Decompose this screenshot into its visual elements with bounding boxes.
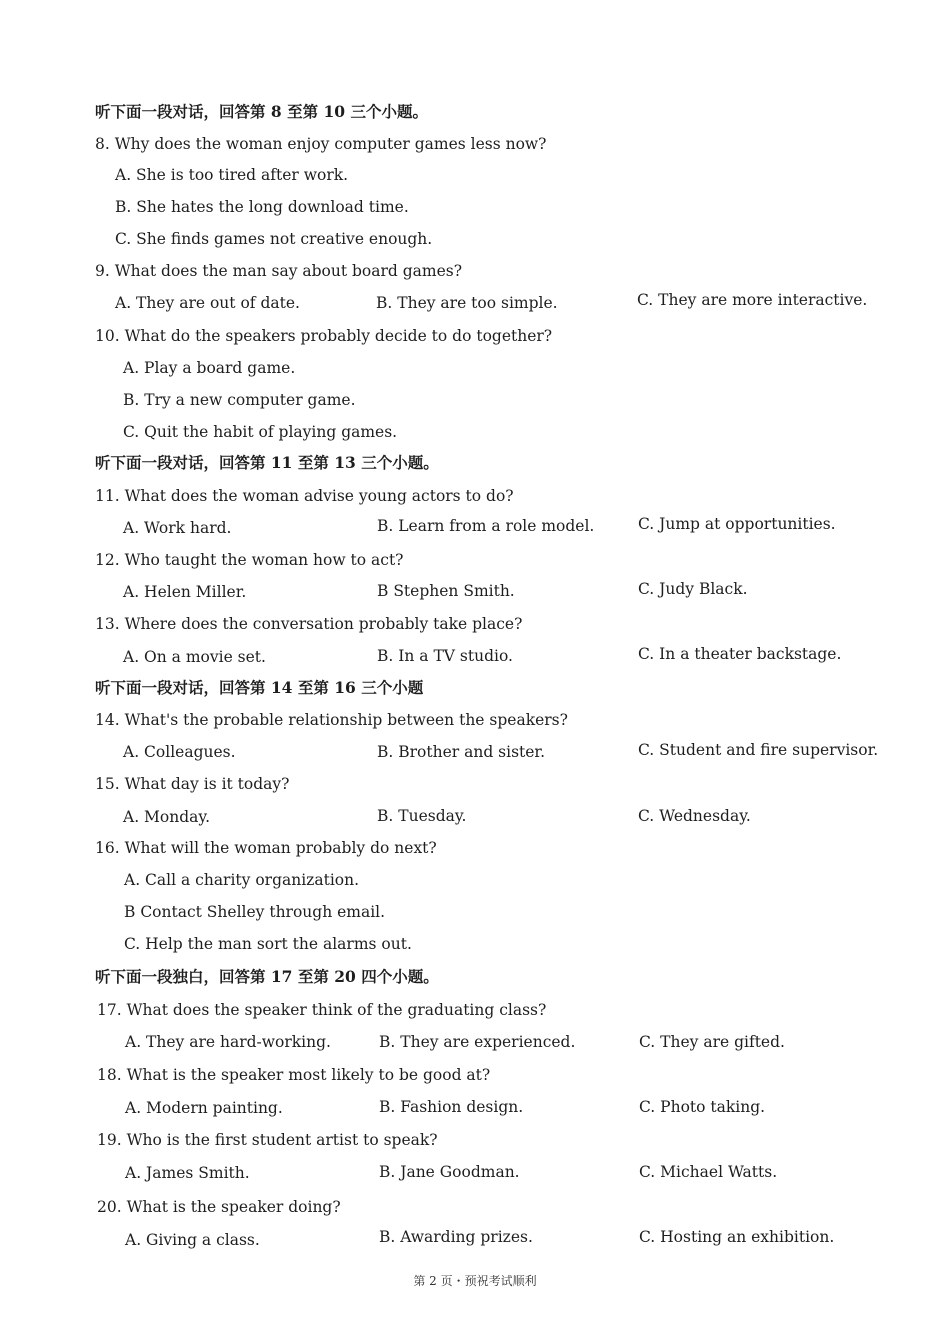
option-18b: B. Fashion design. [379, 1098, 524, 1116]
option-16b: B Contact Shelley through email. [124, 903, 386, 921]
option-19a: A. James Smith. [125, 1164, 250, 1182]
section-heading: 听下面一段独白，回答第 17 至第 20 四个小题。 [95, 967, 439, 986]
option-14a: A. Colleagues. [123, 743, 236, 761]
option-10a: A. Play a board game. [123, 359, 296, 377]
question-14: 14. What's the probable relationship between the speakers? [95, 711, 568, 729]
option-9c: C. They are more interactive. [637, 291, 868, 309]
option-14c: C. Student and fire supervisor. [638, 741, 879, 759]
option-13c: C. In a theater backstage. [638, 645, 842, 663]
option-18c: C. Photo taking. [639, 1098, 766, 1116]
question-8: 8. Why does the woman enjoy computer games less now? [95, 135, 547, 153]
option-15b: B. Tuesday. [377, 807, 467, 825]
question-11: 11. What does the woman advise young actors to do? [95, 487, 514, 505]
option-11c: C. Jump at opportunities. [638, 515, 836, 533]
option-19b: B. Jane Goodman. [379, 1163, 520, 1181]
option-20c: C. Hosting an exhibition. [639, 1228, 835, 1246]
option-8b: B. She hates the long download time. [115, 198, 409, 216]
question-15: 15. What day is it today? [95, 775, 290, 793]
option-19c: C. Michael Watts. [639, 1163, 778, 1181]
option-12c: C. Judy Black. [638, 580, 748, 598]
question-20: 20. What is the speaker doing? [97, 1198, 341, 1216]
option-13b: B. In a TV studio. [377, 647, 513, 665]
option-15a: A. Monday. [123, 808, 211, 826]
option-16a: A. Call a charity organization. [124, 871, 360, 889]
option-8c: C. She finds games not creative enough. [115, 230, 433, 248]
question-12: 12. Who taught the woman how to act? [95, 551, 404, 569]
option-17a: A. They are hard-working. [125, 1033, 331, 1051]
option-12a: A. Helen Miller. [123, 583, 247, 601]
option-17c: C. They are gifted. [639, 1033, 785, 1051]
option-13a: A. On a movie set. [123, 648, 266, 666]
option-9a: A. They are out of date. [115, 294, 300, 312]
option-20b: B. Awarding prizes. [379, 1228, 533, 1246]
option-14b: B. Brother and sister. [377, 743, 546, 761]
option-11b: B. Learn from a role model. [377, 517, 595, 535]
option-10b: B. Try a new computer game. [123, 391, 356, 409]
option-20a: A. Giving a class. [125, 1231, 260, 1249]
question-13: 13. Where does the conversation probably take place? [95, 615, 523, 633]
section-heading: 听下面一段对话，回答第 14 至第 16 三个小题 [95, 678, 424, 697]
option-16c: C. Help the man sort the alarms out. [124, 935, 412, 953]
question-17: 17. What does the speaker think of the graduating class? [97, 1001, 547, 1019]
option-15c: C. Wednesday. [638, 807, 751, 825]
question-10: 10. What do the speakers probably decide to do together? [95, 327, 553, 345]
option-9b: B. They are too simple. [376, 294, 558, 312]
option-10c: C. Quit the habit of playing games. [123, 423, 398, 441]
question-18: 18. What is the speaker most likely to be good at? [97, 1066, 491, 1084]
option-8a: A. She is too tired after work. [115, 166, 349, 184]
option-18a: A. Modern painting. [125, 1099, 283, 1117]
question-9: 9. What does the man say about board games? [95, 262, 463, 280]
page-footer: 第 2 页・预祝考试顺利 [413, 1274, 537, 1288]
question-16: 16. What will the woman probably do next? [95, 839, 437, 857]
section-heading: 听下面一段对话，回答第 11 至第 13 三个小题。 [95, 453, 439, 472]
question-19: 19. Who is the first student artist to speak? [97, 1131, 438, 1149]
section-heading: 听下面一段对话，回答第 8 至第 10 三个小题。 [95, 102, 428, 121]
option-12b: B Stephen Smith. [377, 582, 515, 600]
option-11a: A. Work hard. [123, 519, 232, 537]
option-17b: B. They are experienced. [379, 1033, 576, 1051]
